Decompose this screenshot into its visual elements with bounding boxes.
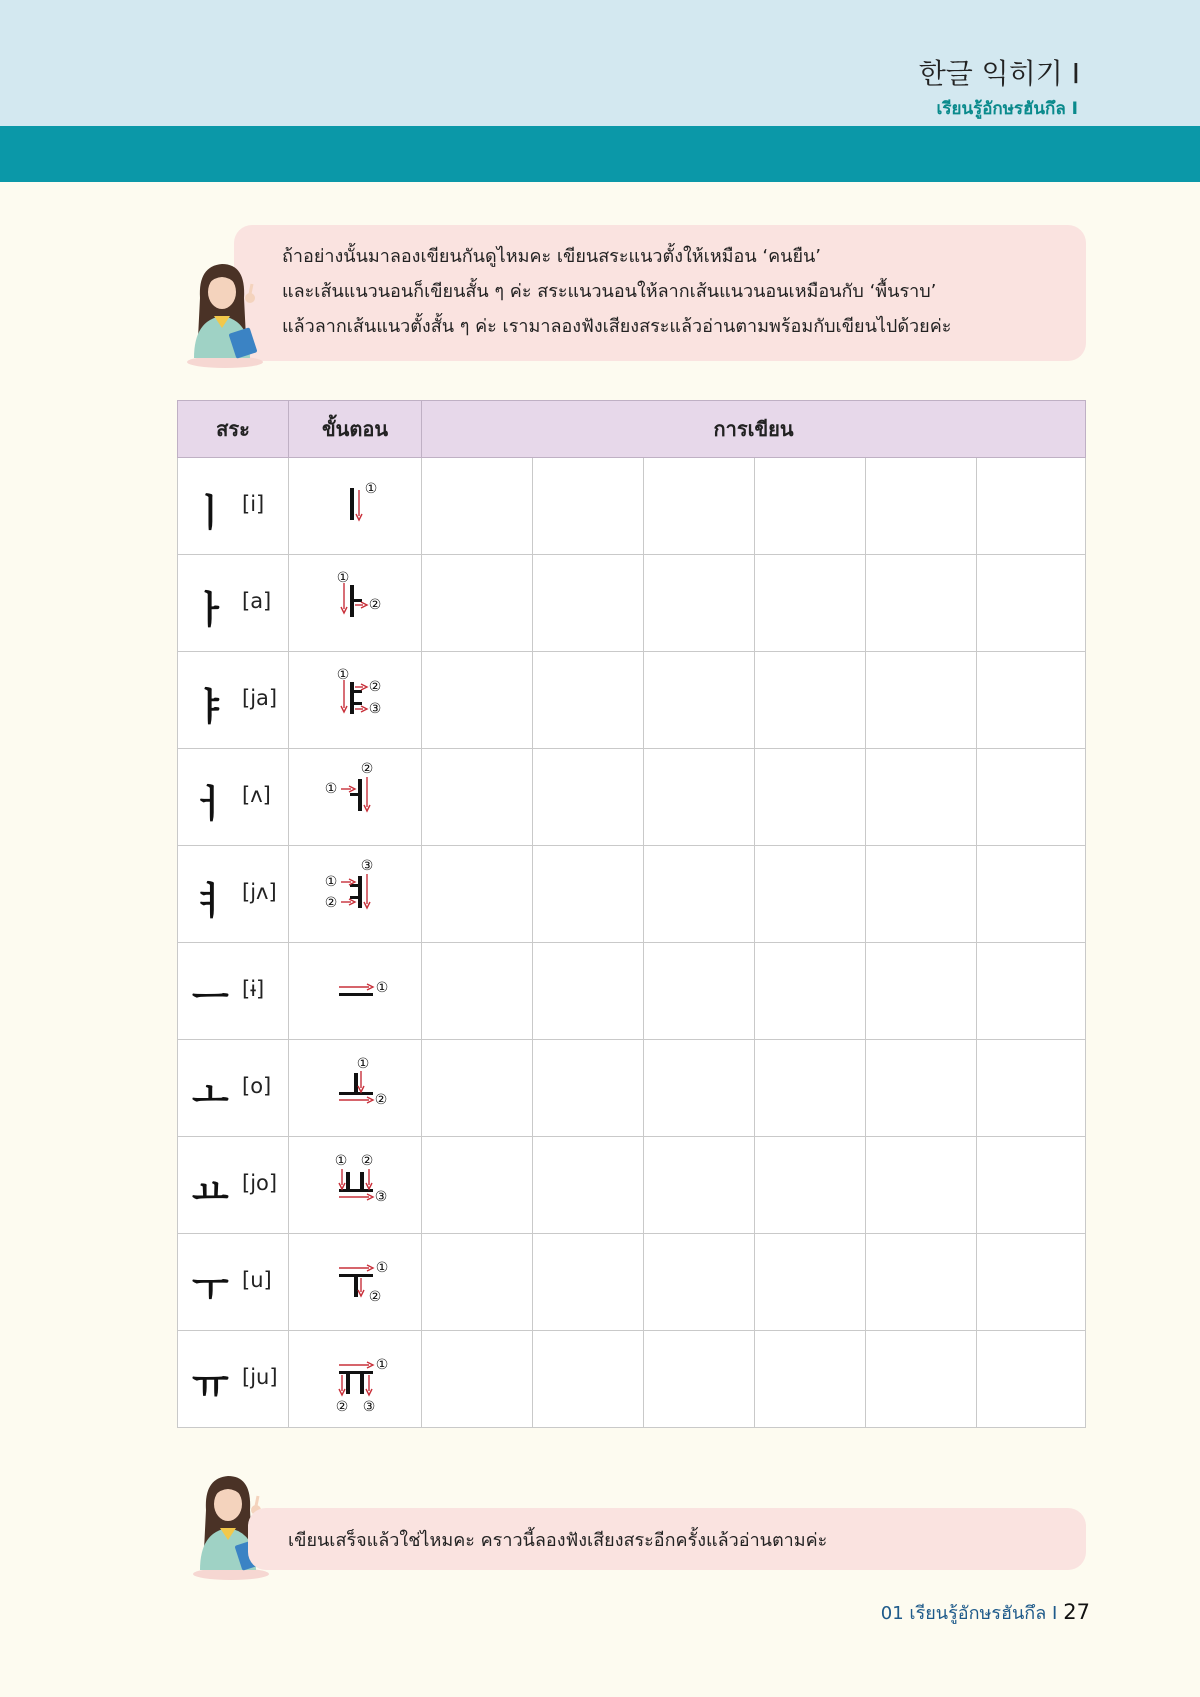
intro-line-1: ถ้าอย่างนั้นมาลองเขียนกันดูไหมคะ เขียนสระแนวตั้งให้เหมือน ‘คนยืน’ bbox=[282, 246, 822, 267]
writing-practice-box[interactable] bbox=[533, 846, 644, 943]
writing-practice-box[interactable] bbox=[644, 846, 755, 943]
stroke-number: ② bbox=[324, 895, 338, 911]
vowel-glyph: ㅑ bbox=[192, 685, 229, 729]
vowel-glyph: ㅡ bbox=[192, 976, 229, 1020]
header-stripe bbox=[0, 126, 1200, 182]
stroke-order-diagram bbox=[289, 458, 421, 554]
writing-practice-box[interactable] bbox=[533, 1234, 644, 1331]
page-title-korean: 한글 익히기 I bbox=[918, 57, 1080, 90]
writing-practice-box[interactable] bbox=[644, 1040, 755, 1137]
table-row bbox=[178, 1234, 1086, 1331]
stroke-order-cell bbox=[289, 749, 422, 846]
vowel-pronunciation: [ja] bbox=[242, 686, 278, 710]
vowel-glyph: ㅛ bbox=[192, 1170, 229, 1214]
writing-practice-box[interactable] bbox=[755, 458, 866, 555]
writing-practice-box[interactable] bbox=[533, 749, 644, 846]
stroke-number: ③ bbox=[360, 858, 374, 874]
table-row bbox=[178, 1137, 1086, 1234]
writing-practice-box[interactable] bbox=[533, 1040, 644, 1137]
page-footer bbox=[881, 1598, 1090, 1627]
vowel-pronunciation: [jʌ] bbox=[242, 880, 277, 904]
vowel-glyph: ㅠ bbox=[192, 1364, 229, 1408]
intro-line-3: แล้วลากเส้นแนวตั้งสั้น ๆ ค่ะ เรามาลองฟังเสียงสระแล้วอ่านตามพร้อมกับเขียนไปด้วยค่ะ bbox=[282, 316, 952, 337]
vowel-pronunciation: [ʌ] bbox=[242, 783, 271, 807]
table-row bbox=[178, 1331, 1086, 1428]
vowel-pronunciation: [o] bbox=[242, 1074, 272, 1098]
stroke-number: ① bbox=[334, 1153, 348, 1169]
stroke-number: ② bbox=[368, 597, 382, 613]
stroke-order-diagram bbox=[289, 1234, 421, 1330]
vowel-cell bbox=[178, 555, 289, 652]
stroke-number: ① bbox=[364, 481, 378, 497]
vowel-pronunciation: [i] bbox=[242, 492, 265, 516]
stroke-order-diagram bbox=[289, 943, 421, 1039]
writing-practice-box[interactable] bbox=[644, 1137, 755, 1234]
writing-practice-box[interactable] bbox=[422, 458, 533, 555]
stroke-order-cell bbox=[289, 846, 422, 943]
writing-practice-box[interactable] bbox=[644, 555, 755, 652]
intro-line-2: และเส้นแนวนอนก็เขียนสั้น ๆ ค่ะ สระแนวนอนให้ลากเส้นแนวนอนเหมือนกับ ‘พื้นราบ’ bbox=[282, 281, 937, 302]
writing-practice-box[interactable] bbox=[755, 846, 866, 943]
stroke-number: ① bbox=[375, 980, 389, 996]
table-row bbox=[178, 943, 1086, 1040]
writing-practice-box[interactable] bbox=[422, 846, 533, 943]
vowel-pronunciation: [a] bbox=[242, 589, 272, 613]
stroke-order-diagram bbox=[289, 749, 421, 845]
vowel-cell bbox=[178, 1234, 289, 1331]
writing-practice-box[interactable] bbox=[977, 943, 1086, 1040]
vowel-writing-table bbox=[177, 400, 1085, 1428]
vowel-pronunciation: [ju] bbox=[242, 1365, 278, 1389]
stroke-number: ③ bbox=[374, 1189, 388, 1205]
vowel-cell bbox=[178, 846, 289, 943]
stroke-order-diagram bbox=[289, 652, 421, 748]
stroke-number: ① bbox=[324, 874, 338, 890]
writing-practice-box[interactable] bbox=[422, 943, 533, 1040]
writing-practice-box[interactable] bbox=[977, 652, 1086, 749]
vowel-cell bbox=[178, 652, 289, 749]
footer-chapter: 01 เรียนรู้อักษรฮันกึล I bbox=[880, 1603, 1058, 1624]
stroke-order-cell bbox=[289, 652, 422, 749]
writing-practice-box[interactable] bbox=[977, 846, 1086, 943]
table-header-row bbox=[178, 401, 1086, 458]
writing-practice-box[interactable] bbox=[755, 749, 866, 846]
stroke-number: ② bbox=[360, 1153, 374, 1169]
vowel-cell bbox=[178, 749, 289, 846]
writing-practice-box[interactable] bbox=[533, 1331, 644, 1428]
writing-practice-box[interactable] bbox=[977, 458, 1086, 555]
vowel-cell bbox=[178, 1040, 289, 1137]
table-row bbox=[178, 458, 1086, 555]
page-title-thai: เรียนรู้อักษรฮันกึล I bbox=[936, 99, 1078, 119]
vowel-pronunciation: [u] bbox=[242, 1268, 272, 1292]
stroke-number: ① bbox=[356, 1056, 370, 1072]
writing-practice-box[interactable] bbox=[644, 943, 755, 1040]
vowel-cell bbox=[178, 458, 289, 555]
table-row bbox=[178, 749, 1086, 846]
writing-practice-box[interactable] bbox=[977, 1331, 1086, 1428]
writing-practice-box[interactable] bbox=[866, 555, 977, 652]
header-vowel: สระ bbox=[178, 401, 289, 458]
stroke-number: ① bbox=[324, 781, 338, 797]
stroke-order-diagram bbox=[289, 555, 421, 651]
table-row bbox=[178, 1040, 1086, 1137]
writing-practice-box[interactable] bbox=[644, 1234, 755, 1331]
stroke-order-diagram bbox=[289, 1331, 421, 1427]
stroke-order-diagram bbox=[289, 846, 421, 942]
writing-practice-box[interactable] bbox=[422, 749, 533, 846]
writing-practice-box[interactable] bbox=[533, 458, 644, 555]
writing-practice-box[interactable] bbox=[644, 458, 755, 555]
writing-practice-box[interactable] bbox=[977, 749, 1086, 846]
writing-practice-box[interactable] bbox=[422, 1331, 533, 1428]
stroke-order-diagram bbox=[289, 1137, 421, 1233]
writing-practice-box[interactable] bbox=[422, 1234, 533, 1331]
stroke-order-cell bbox=[289, 458, 422, 555]
writing-practice-box[interactable] bbox=[866, 458, 977, 555]
stroke-number: ① bbox=[375, 1357, 389, 1373]
stroke-order-cell bbox=[289, 1331, 422, 1428]
writing-practice-box[interactable] bbox=[422, 1040, 533, 1137]
stroke-number: ② bbox=[374, 1092, 388, 1108]
writing-practice-box[interactable] bbox=[422, 1137, 533, 1234]
vowel-glyph: ㅕ bbox=[192, 879, 229, 923]
writing-practice-box[interactable] bbox=[755, 652, 866, 749]
writing-practice-box[interactable] bbox=[977, 555, 1086, 652]
stroke-number: ② bbox=[335, 1399, 349, 1415]
stroke-order-cell bbox=[289, 1234, 422, 1331]
writing-practice-box[interactable] bbox=[533, 555, 644, 652]
vowel-glyph: ㅏ bbox=[192, 588, 229, 632]
writing-practice-box[interactable] bbox=[533, 652, 644, 749]
writing-practice-box[interactable] bbox=[977, 1137, 1086, 1234]
stroke-number: ③ bbox=[368, 701, 382, 717]
stroke-order-cell bbox=[289, 555, 422, 652]
writing-practice-box[interactable] bbox=[644, 652, 755, 749]
page-number: 27 bbox=[1063, 1600, 1090, 1624]
writing-practice-box[interactable] bbox=[866, 846, 977, 943]
table-row bbox=[178, 846, 1086, 943]
stroke-number: ① bbox=[375, 1260, 389, 1276]
vowel-glyph: ㅗ bbox=[192, 1073, 229, 1117]
writing-practice-box[interactable] bbox=[866, 1331, 977, 1428]
writing-practice-box[interactable] bbox=[977, 1234, 1086, 1331]
writing-practice-box[interactable] bbox=[866, 652, 977, 749]
stroke-order-cell bbox=[289, 943, 422, 1040]
stroke-number: ① bbox=[336, 570, 350, 586]
stroke-number: ③ bbox=[362, 1399, 376, 1415]
header-writing: การเขียน bbox=[422, 401, 1086, 458]
stroke-number: ② bbox=[368, 1289, 382, 1305]
writing-practice-box[interactable] bbox=[533, 943, 644, 1040]
writing-practice-box[interactable] bbox=[866, 749, 977, 846]
stroke-number: ① bbox=[336, 667, 350, 683]
writing-practice-box[interactable] bbox=[422, 555, 533, 652]
header-steps: ขั้นตอน bbox=[289, 401, 422, 458]
writing-practice-box[interactable] bbox=[866, 1137, 977, 1234]
stroke-order-diagram bbox=[289, 1040, 421, 1136]
table-row bbox=[178, 652, 1086, 749]
vowel-glyph: ㅓ bbox=[192, 782, 229, 826]
writing-practice-box[interactable] bbox=[422, 652, 533, 749]
writing-practice-box[interactable] bbox=[866, 943, 977, 1040]
closing-speech-bubble bbox=[248, 1508, 1086, 1570]
stroke-order-cell bbox=[289, 1040, 422, 1137]
vowel-pronunciation: [ɨ] bbox=[242, 977, 265, 1001]
vowel-glyph: ㅜ bbox=[192, 1267, 229, 1311]
writing-practice-box[interactable] bbox=[755, 943, 866, 1040]
vowel-cell bbox=[178, 943, 289, 1040]
writing-practice-box[interactable] bbox=[755, 555, 866, 652]
closing-text: เขียนเสร็จแล้วใช่ไหมคะ คราวนี้ลองฟังเสียงสระอีกครั้งแล้วอ่านตามค่ะ bbox=[288, 1530, 828, 1551]
stroke-number: ② bbox=[368, 679, 382, 695]
vowel-pronunciation: [jo] bbox=[242, 1171, 278, 1195]
stroke-order-cell bbox=[289, 1137, 422, 1234]
writing-practice-box[interactable] bbox=[533, 1137, 644, 1234]
writing-practice-box[interactable] bbox=[755, 1137, 866, 1234]
writing-practice-box[interactable] bbox=[644, 1331, 755, 1428]
vowel-glyph: ㅣ bbox=[192, 491, 229, 535]
writing-practice-box[interactable] bbox=[755, 1040, 866, 1137]
vowel-cell bbox=[178, 1137, 289, 1234]
writing-practice-box[interactable] bbox=[644, 749, 755, 846]
writing-practice-box[interactable] bbox=[977, 1040, 1086, 1137]
writing-practice-box[interactable] bbox=[866, 1040, 977, 1137]
teacher-illustration bbox=[180, 258, 270, 368]
stroke-number: ② bbox=[360, 761, 374, 777]
writing-practice-box[interactable] bbox=[755, 1331, 866, 1428]
table-row bbox=[178, 555, 1086, 652]
intro-speech-bubble bbox=[234, 225, 1086, 361]
writing-practice-box[interactable] bbox=[866, 1234, 977, 1331]
vowel-cell bbox=[178, 1331, 289, 1428]
writing-practice-box[interactable] bbox=[755, 1234, 866, 1331]
